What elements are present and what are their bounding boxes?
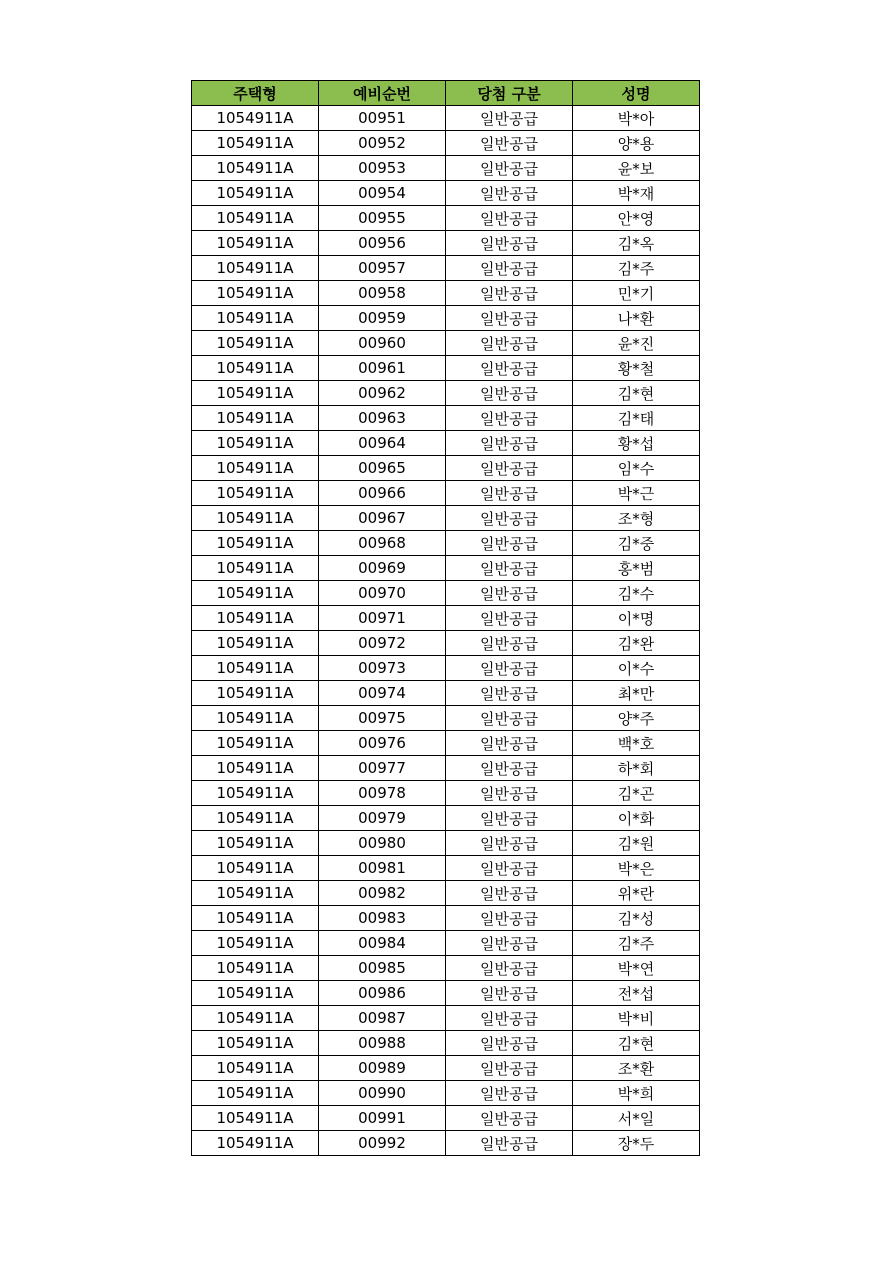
name-cell: 이*수: [573, 656, 700, 681]
table-row: [192, 581, 700, 606]
housing-type-cell: 1054911A: [192, 781, 319, 806]
housing-type-cell: 1054911A: [192, 456, 319, 481]
winning-category-cell: 일반공급: [446, 106, 573, 131]
name-cell: 박*비: [573, 1006, 700, 1031]
name-cell: 김*현: [573, 381, 700, 406]
table-row: [192, 106, 700, 131]
name-cell: 윤*진: [573, 331, 700, 356]
reserve-number-cell: 00974: [319, 681, 446, 706]
table-row: [192, 131, 700, 156]
winning-category-cell: 일반공급: [446, 381, 573, 406]
name-cell: 박*희: [573, 1081, 700, 1106]
housing-type-cell: 1054911A: [192, 531, 319, 556]
housing-type-cell: 1054911A: [192, 706, 319, 731]
housing-type-cell: 1054911A: [192, 206, 319, 231]
header-name: 성명: [573, 81, 700, 106]
winning-category-cell: 일반공급: [446, 556, 573, 581]
table-row: [192, 856, 700, 881]
reserve-number-cell: 00971: [319, 606, 446, 631]
winning-category-cell: 일반공급: [446, 456, 573, 481]
reserve-number-cell: 00983: [319, 906, 446, 931]
housing-type-cell: 1054911A: [192, 156, 319, 181]
housing-type-cell: 1054911A: [192, 1056, 319, 1081]
name-cell: 박*은: [573, 856, 700, 881]
reserve-number-cell: 00968: [319, 531, 446, 556]
table-row: [192, 181, 700, 206]
table-row: [192, 806, 700, 831]
table-row: [192, 606, 700, 631]
reserve-number-cell: 00984: [319, 931, 446, 956]
table-row: [192, 331, 700, 356]
name-cell: 양*주: [573, 706, 700, 731]
housing-type-cell: 1054911A: [192, 756, 319, 781]
winning-category-cell: 일반공급: [446, 981, 573, 1006]
reserve-number-cell: 00991: [319, 1106, 446, 1131]
table-row: [192, 1031, 700, 1056]
name-cell: 양*용: [573, 131, 700, 156]
reserve-number-cell: 00979: [319, 806, 446, 831]
name-cell: 김*성: [573, 906, 700, 931]
winning-category-cell: 일반공급: [446, 706, 573, 731]
housing-type-cell: 1054911A: [192, 931, 319, 956]
reserve-number-cell: 00952: [319, 131, 446, 156]
table-row: [192, 931, 700, 956]
name-cell: 김*곤: [573, 781, 700, 806]
name-cell: 박*연: [573, 956, 700, 981]
housing-type-cell: 1054911A: [192, 731, 319, 756]
housing-type-cell: 1054911A: [192, 556, 319, 581]
name-cell: 김*원: [573, 831, 700, 856]
housing-type-cell: 1054911A: [192, 1006, 319, 1031]
table-row: [192, 156, 700, 181]
housing-type-cell: 1054911A: [192, 256, 319, 281]
winning-category-cell: 일반공급: [446, 631, 573, 656]
table-row: [192, 831, 700, 856]
name-cell: 김*주: [573, 931, 700, 956]
name-cell: 최*만: [573, 681, 700, 706]
reserve-number-cell: 00951: [319, 106, 446, 131]
housing-type-cell: 1054911A: [192, 981, 319, 1006]
housing-type-cell: 1054911A: [192, 856, 319, 881]
table-row: [192, 1006, 700, 1031]
table-row: [192, 1056, 700, 1081]
winning-category-cell: 일반공급: [446, 481, 573, 506]
table-row: [192, 406, 700, 431]
reserve-number-cell: 00988: [319, 1031, 446, 1056]
winning-category-cell: 일반공급: [446, 331, 573, 356]
table-row: [192, 656, 700, 681]
reserve-number-cell: 00961: [319, 356, 446, 381]
housing-type-cell: 1054911A: [192, 881, 319, 906]
housing-type-cell: 1054911A: [192, 381, 319, 406]
winning-category-cell: 일반공급: [446, 506, 573, 531]
winning-category-cell: 일반공급: [446, 1081, 573, 1106]
winning-category-cell: 일반공급: [446, 281, 573, 306]
table-row: [192, 1131, 700, 1156]
winning-category-cell: 일반공급: [446, 1006, 573, 1031]
reserve-number-cell: 00976: [319, 731, 446, 756]
housing-type-cell: 1054911A: [192, 281, 319, 306]
housing-type-cell: 1054911A: [192, 806, 319, 831]
name-cell: 이*화: [573, 806, 700, 831]
winning-category-cell: 일반공급: [446, 856, 573, 881]
name-cell: 서*일: [573, 1106, 700, 1131]
reserve-number-cell: 00978: [319, 781, 446, 806]
table-row: [192, 681, 700, 706]
winning-category-cell: 일반공급: [446, 606, 573, 631]
winning-category-cell: 일반공급: [446, 131, 573, 156]
name-cell: 김*주: [573, 256, 700, 281]
winning-category-cell: 일반공급: [446, 431, 573, 456]
winning-category-cell: 일반공급: [446, 931, 573, 956]
name-cell: 박*재: [573, 181, 700, 206]
winning-category-cell: 일반공급: [446, 306, 573, 331]
table-row: [192, 281, 700, 306]
table-row: [192, 881, 700, 906]
winning-category-cell: 일반공급: [446, 1131, 573, 1156]
housing-type-cell: 1054911A: [192, 681, 319, 706]
winning-category-cell: 일반공급: [446, 1056, 573, 1081]
table-row: [192, 456, 700, 481]
housing-type-cell: 1054911A: [192, 581, 319, 606]
name-cell: 김*현: [573, 1031, 700, 1056]
header-reserve-number: 예비순번: [319, 81, 446, 106]
winning-category-cell: 일반공급: [446, 531, 573, 556]
housing-type-cell: 1054911A: [192, 406, 319, 431]
winning-category-cell: 일반공급: [446, 181, 573, 206]
housing-type-cell: 1054911A: [192, 1031, 319, 1056]
name-cell: 나*환: [573, 306, 700, 331]
name-cell: 조*형: [573, 506, 700, 531]
reserve-number-cell: 00957: [319, 256, 446, 281]
header-winning-category: 당첨 구분: [446, 81, 573, 106]
table-row: [192, 631, 700, 656]
reserve-number-cell: 00953: [319, 156, 446, 181]
table-row: [192, 906, 700, 931]
name-cell: 이*명: [573, 606, 700, 631]
table-row: [192, 306, 700, 331]
table-row: [192, 706, 700, 731]
winning-category-cell: 일반공급: [446, 756, 573, 781]
housing-type-cell: 1054911A: [192, 131, 319, 156]
table-row: [192, 506, 700, 531]
reserve-number-cell: 00954: [319, 181, 446, 206]
housing-type-cell: 1054911A: [192, 231, 319, 256]
reserve-number-cell: 00981: [319, 856, 446, 881]
reserve-number-cell: 00969: [319, 556, 446, 581]
housing-type-cell: 1054911A: [192, 306, 319, 331]
table-body: [192, 106, 700, 1156]
table-row: [192, 481, 700, 506]
reserve-number-cell: 00964: [319, 431, 446, 456]
name-cell: 박*아: [573, 106, 700, 131]
table-row: [192, 556, 700, 581]
winning-category-cell: 일반공급: [446, 831, 573, 856]
name-cell: 전*섭: [573, 981, 700, 1006]
housing-type-cell: 1054911A: [192, 831, 319, 856]
reserve-number-cell: 00959: [319, 306, 446, 331]
reserve-number-cell: 00982: [319, 881, 446, 906]
winning-category-cell: 일반공급: [446, 731, 573, 756]
reserve-number-cell: 00987: [319, 1006, 446, 1031]
housing-type-cell: 1054911A: [192, 1081, 319, 1106]
winning-category-cell: 일반공급: [446, 206, 573, 231]
reserve-number-cell: 00960: [319, 331, 446, 356]
table-row: [192, 731, 700, 756]
table-row: [192, 231, 700, 256]
table-row: [192, 1081, 700, 1106]
housing-type-cell: 1054911A: [192, 656, 319, 681]
winning-category-cell: 일반공급: [446, 581, 573, 606]
reserve-number-cell: 00963: [319, 406, 446, 431]
winning-category-cell: 일반공급: [446, 356, 573, 381]
housing-type-cell: 1054911A: [192, 906, 319, 931]
name-cell: 위*란: [573, 881, 700, 906]
winning-category-cell: 일반공급: [446, 906, 573, 931]
housing-type-cell: 1054911A: [192, 956, 319, 981]
winning-category-cell: 일반공급: [446, 256, 573, 281]
reserve-number-cell: 00970: [319, 581, 446, 606]
reserve-number-cell: 00958: [319, 281, 446, 306]
table-row: [192, 531, 700, 556]
winning-category-cell: 일반공급: [446, 406, 573, 431]
winning-category-cell: 일반공급: [446, 956, 573, 981]
reserve-number-cell: 00977: [319, 756, 446, 781]
table-row: [192, 781, 700, 806]
name-cell: 김*옥: [573, 231, 700, 256]
housing-type-cell: 1054911A: [192, 606, 319, 631]
housing-type-cell: 1054911A: [192, 356, 319, 381]
name-cell: 안*영: [573, 206, 700, 231]
table-row: [192, 256, 700, 281]
results-table: [191, 80, 700, 1156]
table-row: [192, 956, 700, 981]
housing-type-cell: 1054911A: [192, 331, 319, 356]
winning-category-cell: 일반공급: [446, 781, 573, 806]
name-cell: 홍*범: [573, 556, 700, 581]
housing-type-cell: 1054911A: [192, 506, 319, 531]
reserve-number-cell: 00973: [319, 656, 446, 681]
housing-type-cell: 1054911A: [192, 431, 319, 456]
reserve-number-cell: 00962: [319, 381, 446, 406]
housing-type-cell: 1054911A: [192, 631, 319, 656]
reserve-number-cell: 00986: [319, 981, 446, 1006]
header-row: [192, 81, 700, 106]
name-cell: 김*태: [573, 406, 700, 431]
winning-category-cell: 일반공급: [446, 1106, 573, 1131]
table-row: [192, 1106, 700, 1131]
name-cell: 김*완: [573, 631, 700, 656]
name-cell: 백*호: [573, 731, 700, 756]
name-cell: 황*철: [573, 356, 700, 381]
reserve-number-cell: 00989: [319, 1056, 446, 1081]
winning-category-cell: 일반공급: [446, 656, 573, 681]
table-row: [192, 756, 700, 781]
reserve-number-cell: 00972: [319, 631, 446, 656]
housing-type-cell: 1054911A: [192, 1131, 319, 1156]
name-cell: 조*환: [573, 1056, 700, 1081]
header-housing-type: 주택형: [192, 81, 319, 106]
reserve-number-cell: 00967: [319, 506, 446, 531]
reserve-number-cell: 00990: [319, 1081, 446, 1106]
housing-type-cell: 1054911A: [192, 181, 319, 206]
reserve-number-cell: 00985: [319, 956, 446, 981]
housing-type-cell: 1054911A: [192, 106, 319, 131]
housing-type-cell: 1054911A: [192, 1106, 319, 1131]
reserve-number-cell: 00966: [319, 481, 446, 506]
reserve-number-cell: 00955: [319, 206, 446, 231]
reserve-number-cell: 00992: [319, 1131, 446, 1156]
reserve-number-cell: 00975: [319, 706, 446, 731]
name-cell: 임*수: [573, 456, 700, 481]
winning-category-cell: 일반공급: [446, 156, 573, 181]
reserve-number-cell: 00965: [319, 456, 446, 481]
reserve-number-cell: 00956: [319, 231, 446, 256]
table-row: [192, 981, 700, 1006]
winning-category-cell: 일반공급: [446, 231, 573, 256]
name-cell: 김*중: [573, 531, 700, 556]
winning-category-cell: 일반공급: [446, 1031, 573, 1056]
table-row: [192, 381, 700, 406]
name-cell: 황*섭: [573, 431, 700, 456]
table-row: [192, 431, 700, 456]
name-cell: 장*두: [573, 1131, 700, 1156]
winning-category-cell: 일반공급: [446, 806, 573, 831]
name-cell: 하*회: [573, 756, 700, 781]
housing-type-cell: 1054911A: [192, 481, 319, 506]
winning-category-cell: 일반공급: [446, 881, 573, 906]
name-cell: 박*근: [573, 481, 700, 506]
name-cell: 윤*보: [573, 156, 700, 181]
reserve-number-cell: 00980: [319, 831, 446, 856]
name-cell: 민*기: [573, 281, 700, 306]
winning-category-cell: 일반공급: [446, 681, 573, 706]
table-row: [192, 356, 700, 381]
table-row: [192, 206, 700, 231]
name-cell: 김*수: [573, 581, 700, 606]
